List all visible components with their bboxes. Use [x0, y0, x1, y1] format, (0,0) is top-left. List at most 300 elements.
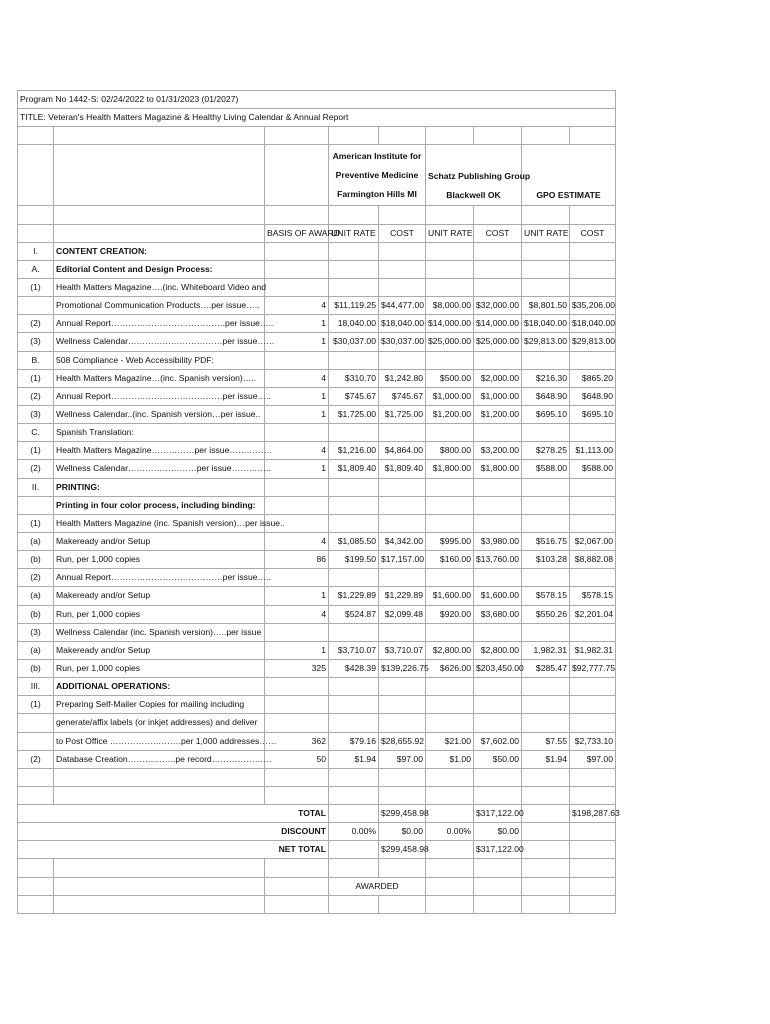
- unit-rate-value: [426, 424, 474, 442]
- item-index: (2): [18, 315, 54, 333]
- item-index: C.: [18, 424, 54, 442]
- unit-rate-value: $648.90: [522, 387, 570, 405]
- cost-value: $13,760.00: [474, 551, 522, 569]
- unit-rate-value: $11,119.25: [329, 297, 379, 315]
- cost-value: $18,040.00: [570, 315, 616, 333]
- cost-value: [379, 478, 426, 496]
- blank-cell: [426, 127, 474, 145]
- cost-value: [379, 696, 426, 714]
- cost-value: [474, 714, 522, 732]
- item-index: (b): [18, 551, 54, 569]
- unit-rate-value: [426, 260, 474, 278]
- line-item-row: [18, 460, 616, 478]
- discount-row: [18, 823, 616, 841]
- item-index: (a): [18, 532, 54, 550]
- basis-of-award: 1: [265, 387, 329, 405]
- line-items: [18, 242, 616, 768]
- cost-value: [570, 714, 616, 732]
- unit-rate-value: $995.00: [426, 532, 474, 550]
- blank-cell: [54, 127, 265, 145]
- total-value: [426, 805, 474, 823]
- spacer-row: [18, 127, 616, 145]
- unit-rate-value: $18,040.00: [522, 315, 570, 333]
- cost-value: $35,206.00: [570, 297, 616, 315]
- item-index: (1): [18, 514, 54, 532]
- line-item-row: [18, 442, 616, 460]
- discount-value: 0.00%: [329, 823, 379, 841]
- unit-rate-value: [522, 278, 570, 296]
- item-index: (2): [18, 460, 54, 478]
- line-item-row: [18, 260, 616, 278]
- unit-rate-value: $516.75: [522, 532, 570, 550]
- basis-of-award: [265, 260, 329, 278]
- total-value: $299,458.98: [379, 805, 426, 823]
- blank-cell: [426, 877, 474, 895]
- cost-value: [379, 514, 426, 532]
- unit-rate-value: [329, 496, 379, 514]
- unit-rate-value: [426, 242, 474, 260]
- cost-value: $578.15: [570, 587, 616, 605]
- unit-rate-value: [329, 569, 379, 587]
- line-item-row: [18, 714, 616, 732]
- unit-rate-value: $30,037.00: [329, 333, 379, 351]
- total-row: [18, 805, 616, 823]
- unit-rate-value: [426, 351, 474, 369]
- blank-cell: [54, 768, 265, 786]
- blank-cell: [522, 859, 570, 877]
- line-item-row: [18, 351, 616, 369]
- basis-of-award: 1: [265, 315, 329, 333]
- unit-rate-value: [426, 278, 474, 296]
- unit-rate-value: $199.50: [329, 551, 379, 569]
- item-description: Makeready and/or Setup: [54, 587, 265, 605]
- cost-value: $2,000.00: [474, 369, 522, 387]
- item-index: B.: [18, 351, 54, 369]
- unit-rate-value: $2,800.00: [426, 641, 474, 659]
- unit-rate-value: $500.00: [426, 369, 474, 387]
- unit-rate-value: $29,813.00: [522, 333, 570, 351]
- cost-value: $97.00: [379, 750, 426, 768]
- unit-rate-value: $745.67: [329, 387, 379, 405]
- blank-cell: [379, 859, 426, 877]
- blank-cell: [379, 127, 426, 145]
- blank-cell: [522, 768, 570, 786]
- item-description: Annual Report…………………………………per issue…..: [54, 569, 265, 587]
- line-item-row: [18, 732, 616, 750]
- blank-cell: [522, 877, 570, 895]
- basis-of-award: 1: [265, 641, 329, 659]
- unit-rate-value: $1,229.89: [329, 587, 379, 605]
- unit-rate-value: $550.26: [522, 605, 570, 623]
- blank-cell: [265, 859, 329, 877]
- basis-of-award: [265, 242, 329, 260]
- unit-rate-value: $8,801.50: [522, 297, 570, 315]
- line-item-row: [18, 278, 616, 296]
- blank-cell: [570, 877, 616, 895]
- blank-cell: [426, 786, 474, 804]
- unit-rate-value: $1,000.00: [426, 387, 474, 405]
- item-index: (a): [18, 587, 54, 605]
- unit-rate-value: $626.00: [426, 659, 474, 677]
- cost-value: $4,342.00: [379, 532, 426, 550]
- basis-of-award: [265, 478, 329, 496]
- blank-cell: [265, 145, 329, 206]
- cost-value: $1,800.00: [474, 460, 522, 478]
- unit-rate-value: [329, 260, 379, 278]
- line-item-row: [18, 242, 616, 260]
- unit-rate-value: $1,085.50: [329, 532, 379, 550]
- unit-rate-value: $1,216.00: [329, 442, 379, 460]
- basis-header: BASIS OF AWARD: [265, 224, 329, 242]
- unit-rate-value: [329, 242, 379, 260]
- blank-cell: [522, 786, 570, 804]
- blank-cell: [522, 895, 570, 913]
- blank-cell: [54, 224, 265, 242]
- cost-value: $1,982.31: [570, 641, 616, 659]
- unit-rate-value: $1,800.00: [426, 460, 474, 478]
- unit-rate-value: [522, 714, 570, 732]
- item-index: (3): [18, 333, 54, 351]
- unit-rate-value: $695.10: [522, 405, 570, 423]
- item-description: Promotional Communication Products….per issue…..: [54, 297, 265, 315]
- spacer-row: [18, 895, 616, 913]
- blank-cell: [379, 895, 426, 913]
- vendor-american-institute: [329, 145, 426, 206]
- item-description: CONTENT CREATION:: [54, 242, 265, 260]
- cost-value: $1,600.00: [474, 587, 522, 605]
- discount-value: [570, 823, 616, 841]
- cost-value: [474, 623, 522, 641]
- cost-value: [570, 514, 616, 532]
- program-line: Program No 1442-S: 02/24/2022 to 01/31/2023 (01/2027): [18, 91, 329, 109]
- net-total-row: [18, 841, 616, 859]
- vendor-line: Preventive Medicine: [335, 169, 419, 180]
- blank-cell: [54, 206, 265, 224]
- unit-rate-value: $310.70: [329, 369, 379, 387]
- unit-rate-value: $3,710.07: [329, 641, 379, 659]
- basis-of-award: [265, 714, 329, 732]
- item-index: (1): [18, 696, 54, 714]
- total-value: [329, 805, 379, 823]
- unit-rate-value: [329, 478, 379, 496]
- basis-of-award: 325: [265, 659, 329, 677]
- spacer-row: [18, 859, 616, 877]
- basis-of-award: [265, 569, 329, 587]
- line-item-row: [18, 605, 616, 623]
- cost-value: [379, 351, 426, 369]
- blank-cell: [474, 768, 522, 786]
- item-index: I.: [18, 242, 54, 260]
- unit-rate-value: [329, 424, 379, 442]
- item-description: Preparing Self-Mailer Copies for mailing including: [54, 696, 265, 714]
- unit-rate-value: [426, 569, 474, 587]
- item-index: [18, 732, 54, 750]
- line-item-row: [18, 696, 616, 714]
- blank-cell: [54, 145, 265, 206]
- line-item-row: [18, 587, 616, 605]
- unit-rate-value: $285.47: [522, 659, 570, 677]
- unit-rate-value: [329, 514, 379, 532]
- item-index: III.: [18, 678, 54, 696]
- cost-value: [379, 678, 426, 696]
- cost-value: $1,000.00: [474, 387, 522, 405]
- cost-value: [379, 496, 426, 514]
- item-index: (1): [18, 369, 54, 387]
- basis-of-award: 1: [265, 460, 329, 478]
- unit-rate-value: $588.00: [522, 460, 570, 478]
- line-item-row: [18, 659, 616, 677]
- blank-cell: [18, 145, 54, 206]
- cost-value: [379, 260, 426, 278]
- item-index: (b): [18, 659, 54, 677]
- unit-rate-value: 1,982.31: [522, 641, 570, 659]
- unit-rate-value: [426, 478, 474, 496]
- bid-abstract-table: [17, 90, 620, 914]
- net-total-value: $317,122.00: [474, 841, 522, 859]
- cost-value: $2,800.00: [474, 641, 522, 659]
- table-body: [18, 91, 616, 243]
- cost-value: [474, 424, 522, 442]
- vendor-line: GPO ESTIMATE: [536, 190, 601, 201]
- blank-cell: [54, 859, 265, 877]
- blank-cell: [18, 877, 54, 895]
- cost-value: $92,777.75: [570, 659, 616, 677]
- unit-rate-value: [522, 242, 570, 260]
- unit-rate-value: [522, 496, 570, 514]
- line-item-row: [18, 514, 616, 532]
- blank-cell: [329, 859, 379, 877]
- item-description: Run, per 1,000 copies: [54, 551, 265, 569]
- blank-cell: [329, 768, 379, 786]
- unit-rate-value: $21.00: [426, 732, 474, 750]
- unit-rate-value: [426, 514, 474, 532]
- item-description: Run, per 1,000 copies: [54, 659, 265, 677]
- item-index: (3): [18, 405, 54, 423]
- basis-of-award: [265, 496, 329, 514]
- blank-cell: [570, 895, 616, 913]
- cost-value: [474, 569, 522, 587]
- unit-rate-value: [329, 714, 379, 732]
- cost-value: $588.00: [570, 460, 616, 478]
- cost-value: $32,000.00: [474, 297, 522, 315]
- blank-cell: [474, 877, 522, 895]
- total-value: $198,287.63: [570, 805, 616, 823]
- cost-value: $50.00: [474, 750, 522, 768]
- discount-value: [522, 823, 570, 841]
- item-index: II.: [18, 478, 54, 496]
- blank-cell: [18, 224, 54, 242]
- item-description: Wellness Calendar..(inc. Spanish version…per issue..: [54, 405, 265, 423]
- cost-value: $203,450.00: [474, 659, 522, 677]
- line-item-row: [18, 750, 616, 768]
- cost-value: [474, 478, 522, 496]
- line-item-row: [18, 478, 616, 496]
- cost-value: [474, 278, 522, 296]
- blank-cell: [379, 206, 426, 224]
- blank-cell: [426, 206, 474, 224]
- spacer-row: [18, 786, 616, 804]
- line-item-row: [18, 496, 616, 514]
- unit-rate-value: [522, 351, 570, 369]
- basis-of-award: 86: [265, 551, 329, 569]
- line-item-row: [18, 297, 616, 315]
- cost-value: $1,200.00: [474, 405, 522, 423]
- cost-value: $97.00: [570, 750, 616, 768]
- unit-rate-value: $8,000.00: [426, 297, 474, 315]
- blank-cell: [18, 206, 54, 224]
- unit-rate-value: $578.15: [522, 587, 570, 605]
- unit-rate-header: UNIT RATE: [522, 224, 570, 242]
- item-description: Annual Report………………………………….per issue…..: [54, 315, 265, 333]
- basis-of-award: [265, 424, 329, 442]
- cost-value: [474, 678, 522, 696]
- item-description: generate/affix labels (or inkjet addresses) and deliver: [54, 714, 265, 732]
- vendor-line: Schatz Publishing Group: [428, 171, 531, 182]
- cost-value: $30,037.00: [379, 333, 426, 351]
- item-index: (3): [18, 623, 54, 641]
- item-description: Health Matters Magazine….(inc. Whiteboard Video and: [54, 278, 265, 296]
- line-item-row: [18, 551, 616, 569]
- cost-value: [570, 496, 616, 514]
- unit-rate-value: $1,809.40: [329, 460, 379, 478]
- basis-of-award: [265, 623, 329, 641]
- unit-rate-value: $1.94: [522, 750, 570, 768]
- item-description: Editorial Content and Design Process:: [54, 260, 265, 278]
- unit-rate-value: $1.94: [329, 750, 379, 768]
- cost-value: $1,229.89: [379, 587, 426, 605]
- item-description: Health Matters Magazine……………per issue……………: [54, 442, 265, 460]
- item-index: (a): [18, 641, 54, 659]
- item-description: Wellness Calendar……………………………per issue……: [54, 333, 265, 351]
- total-value: $317,122.00: [474, 805, 522, 823]
- cost-value: $25,000.00: [474, 333, 522, 351]
- unit-rate-value: [522, 514, 570, 532]
- line-item-row: [18, 678, 616, 696]
- basis-of-award: 4: [265, 297, 329, 315]
- cost-value: [379, 623, 426, 641]
- cost-value: $1,242.80: [379, 369, 426, 387]
- cost-value: $1,725.00: [379, 405, 426, 423]
- item-index: (b): [18, 605, 54, 623]
- blank-cell: [18, 895, 54, 913]
- cost-value: $3,680.00: [474, 605, 522, 623]
- spacer-row: [18, 768, 616, 786]
- blank-cell: [54, 877, 265, 895]
- cost-value: $745.67: [379, 387, 426, 405]
- unit-rate-header: UNIT RATE: [426, 224, 474, 242]
- unit-rate-value: [329, 623, 379, 641]
- item-description: Wellness Calendar……………………per issue…………..: [54, 460, 265, 478]
- net-total-value: $299,458.98: [379, 841, 426, 859]
- blank-cell: [329, 91, 616, 109]
- cost-value: $139,226.75: [379, 659, 426, 677]
- blank-cell: [474, 786, 522, 804]
- title-row: [18, 109, 616, 127]
- line-item-row: [18, 623, 616, 641]
- item-description: Spanish Translation:: [54, 424, 265, 442]
- cost-value: $14,000.00: [474, 315, 522, 333]
- unit-rate-value: $1,725.00: [329, 405, 379, 423]
- unit-rate-value: $428.39: [329, 659, 379, 677]
- blank-cell: [570, 786, 616, 804]
- blank-cell: [570, 859, 616, 877]
- item-index: (2): [18, 750, 54, 768]
- cost-value: $1,113.00: [570, 442, 616, 460]
- unit-rate-value: $800.00: [426, 442, 474, 460]
- net-total-value: [570, 841, 616, 859]
- discount-value: 0.00%: [426, 823, 474, 841]
- unit-rate-value: [426, 623, 474, 641]
- blank-cell: [329, 206, 379, 224]
- cost-value: $865.20: [570, 369, 616, 387]
- column-header-row: [18, 224, 616, 242]
- unit-rate-value: $160.00: [426, 551, 474, 569]
- basis-of-award: 1: [265, 587, 329, 605]
- cost-value: [379, 278, 426, 296]
- unit-rate-value: $14,000.00: [426, 315, 474, 333]
- unit-rate-header: UNIT RATE: [329, 224, 379, 242]
- blank-cell: [265, 895, 329, 913]
- item-description: PRINTING:: [54, 478, 265, 496]
- line-item-row: [18, 532, 616, 550]
- line-item-row: [18, 333, 616, 351]
- unit-rate-value: [522, 623, 570, 641]
- cost-value: [570, 623, 616, 641]
- unit-rate-value: $7.55: [522, 732, 570, 750]
- cost-value: [474, 696, 522, 714]
- unit-rate-value: $920.00: [426, 605, 474, 623]
- cost-header: COST: [570, 224, 616, 242]
- unit-rate-value: [522, 260, 570, 278]
- item-description: Run, per 1,000 copies: [54, 605, 265, 623]
- unit-rate-value: $79.16: [329, 732, 379, 750]
- vendor-line: American Institute for: [332, 150, 422, 161]
- unit-rate-value: [426, 496, 474, 514]
- blank-cell: [474, 127, 522, 145]
- cost-value: $695.10: [570, 405, 616, 423]
- awarded-label: AWARDED: [329, 877, 426, 895]
- cost-value: $3,710.07: [379, 641, 426, 659]
- cost-value: $2,733.10: [570, 732, 616, 750]
- cost-value: $3,980.00: [474, 532, 522, 550]
- blank-cell: [265, 768, 329, 786]
- blank-cell: [18, 786, 54, 804]
- cost-value: [570, 351, 616, 369]
- cost-value: $8,882.08: [570, 551, 616, 569]
- unit-rate-value: [426, 714, 474, 732]
- basis-of-award: 4: [265, 532, 329, 550]
- item-description: Database Creation……………..pe record…………………: [54, 750, 265, 768]
- unit-rate-value: [329, 351, 379, 369]
- cost-header: COST: [474, 224, 522, 242]
- blank-cell: [329, 127, 379, 145]
- line-item-row: [18, 315, 616, 333]
- line-item-row: [18, 405, 616, 423]
- cost-value: $4,864.00: [379, 442, 426, 460]
- cost-value: [474, 260, 522, 278]
- cost-value: $3,200.00: [474, 442, 522, 460]
- cost-value: $1,809.40: [379, 460, 426, 478]
- cost-value: [474, 496, 522, 514]
- unit-rate-value: [522, 569, 570, 587]
- cost-value: [570, 478, 616, 496]
- vendor-gpo-estimate: [522, 145, 616, 206]
- item-description: Health Matters Magazine (inc. Spanish version)…per issue..: [54, 514, 265, 532]
- unit-rate-value: [329, 678, 379, 696]
- cost-header: COST: [379, 224, 426, 242]
- net-total-value: [522, 841, 570, 859]
- cost-value: [570, 424, 616, 442]
